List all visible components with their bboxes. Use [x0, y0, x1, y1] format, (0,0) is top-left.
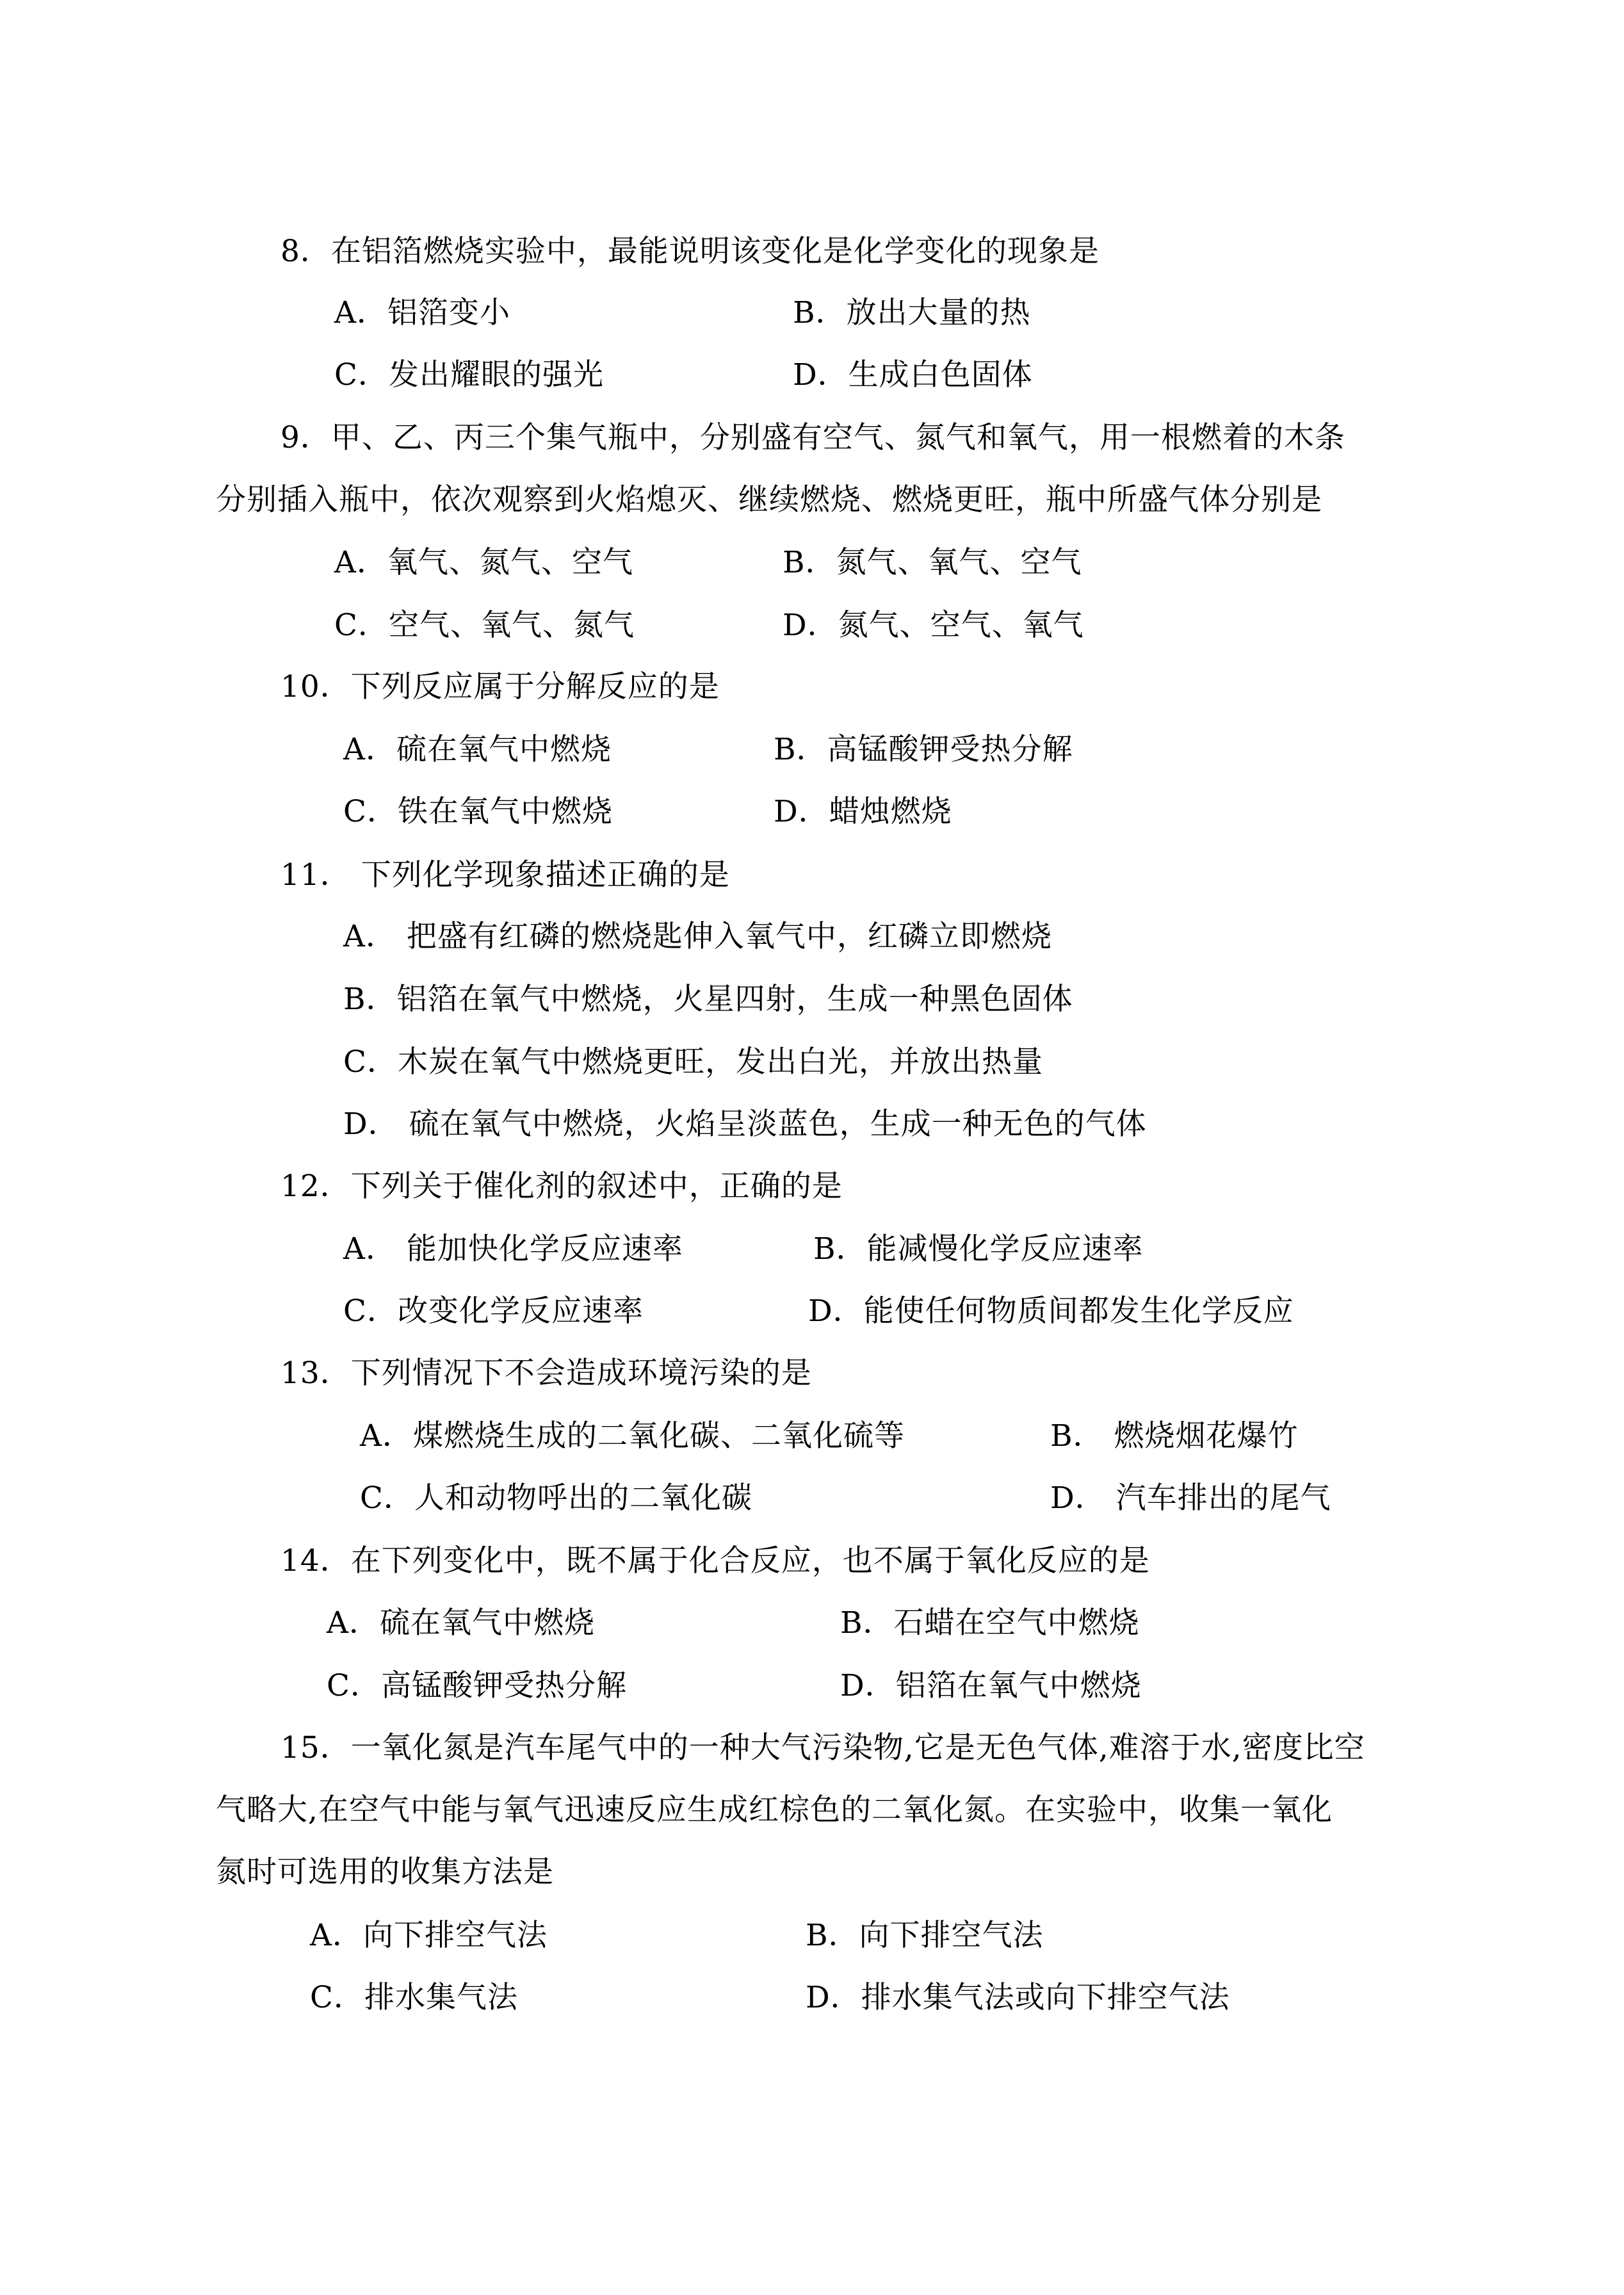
question-9-stem-line-1: 9．甲、乙、丙三个集气瓶中，分别盛有空气、氮气和氧气，用一根燃着的木条: [280, 420, 1345, 455]
question-10-option-a: A．硫在氧气中燃烧: [343, 732, 612, 767]
question-12-option-a: A． 能加快化学反应速率: [343, 1231, 683, 1267]
question-9-option-a: A．氧气、氮气、空气: [334, 545, 633, 580]
question-12-option-d: D．能使任何物质间都发生化学反应: [808, 1293, 1294, 1329]
question-15-option-a: A．向下排空气法: [310, 1918, 548, 1953]
question-10-option-d: D．蜡烛燃烧: [774, 794, 952, 829]
question-11-option-c: C．木炭在氧气中燃烧更旺，发出白光，并放出热量: [343, 1044, 1043, 1080]
question-15-option-c: C．排水集气法: [310, 1980, 518, 2015]
question-14-option-a: A．硫在氧气中燃烧: [327, 1605, 595, 1641]
question-15-option-d: D．排水集气法或向下排空气法: [806, 1980, 1230, 2015]
question-8-option-a: A．铝箔变小: [334, 295, 510, 330]
question-14-stem: 14．在下列变化中，既不属于化合反应，也不属于氧化反应的是: [280, 1543, 1150, 1578]
question-8-stem: 8．在铝箔燃烧实验中，最能说明该变化是化学变化的现象是: [280, 234, 1100, 269]
question-13-option-a: A．煤燃烧生成的二氧化碳、二氧化硫等: [360, 1418, 905, 1454]
question-14-option-b: B．石蜡在空气中燃烧: [840, 1605, 1140, 1641]
question-13-option-b: B． 燃烧烟花爆竹: [1050, 1418, 1299, 1454]
question-8-option-c: C．发出耀眼的强光: [334, 357, 604, 393]
question-13-stem: 13．下列情况下不会造成环境污染的是: [280, 1356, 812, 1391]
question-9-option-c: C．空气、氧气、氮气: [334, 608, 635, 643]
question-8-option-b: B．放出大量的热: [793, 295, 1031, 330]
question-15-stem-line-3: 氮时可选用的收集方法是: [216, 1854, 554, 1890]
question-15-stem-line-2: 气略大,在空气中能与氧气迅速反应生成红棕色的二氧化氮。在实验中，收集一氧化: [216, 1792, 1333, 1828]
question-12-stem: 12．下列关于催化剂的叙述中，正确的是: [280, 1169, 843, 1204]
question-8-option-d: D．生成白色固体: [793, 357, 1033, 393]
question-15-stem-line-1: 15．一氧化氮是汽车尾气中的一种大气污染物,它是无色气体,难溶于水,密度比空: [280, 1730, 1365, 1765]
question-11-option-a: A． 把盛有红磷的燃烧匙伸入氧气中，红磷立即燃烧: [343, 919, 1052, 954]
question-9-option-d: D．氮气、空气、氧气: [783, 608, 1084, 643]
question-11-stem: 11． 下列化学现象描述正确的是: [280, 857, 730, 893]
question-10-stem: 10．下列反应属于分解反应的是: [280, 669, 720, 704]
question-13-option-d: D． 汽车排出的尾气: [1050, 1480, 1331, 1516]
question-15-option-b: B．向下排空气法: [806, 1918, 1044, 1953]
question-10-option-c: C．铁在氧气中燃烧: [343, 794, 613, 829]
question-14-option-d: D．铝箔在氧气中燃烧: [840, 1668, 1142, 1703]
question-14-option-c: C．高锰酸钾受热分解: [327, 1668, 627, 1703]
question-12-option-c: C．改变化学反应速率: [343, 1293, 644, 1329]
question-9-stem-line-2: 分别插入瓶中，依次观察到火焰熄灭、继续燃烧、燃烧更旺，瓶中所盛气体分别是: [216, 482, 1322, 517]
question-9-option-b: B．氮气、氧气、空气: [783, 545, 1082, 580]
question-11-option-b: B．铝箔在氧气中燃烧，火星四射，生成一种黑色固体: [343, 982, 1073, 1017]
question-10-option-b: B．高锰酸钾受热分解: [774, 732, 1073, 767]
question-11-option-d: D． 硫在氧气中燃烧，火焰呈淡蓝色，生成一种无色的气体: [343, 1107, 1147, 1142]
question-12-option-b: B．能减慢化学反应速率: [813, 1231, 1144, 1267]
question-13-option-c: C．人和动物呼出的二氧化碳: [360, 1480, 752, 1516]
